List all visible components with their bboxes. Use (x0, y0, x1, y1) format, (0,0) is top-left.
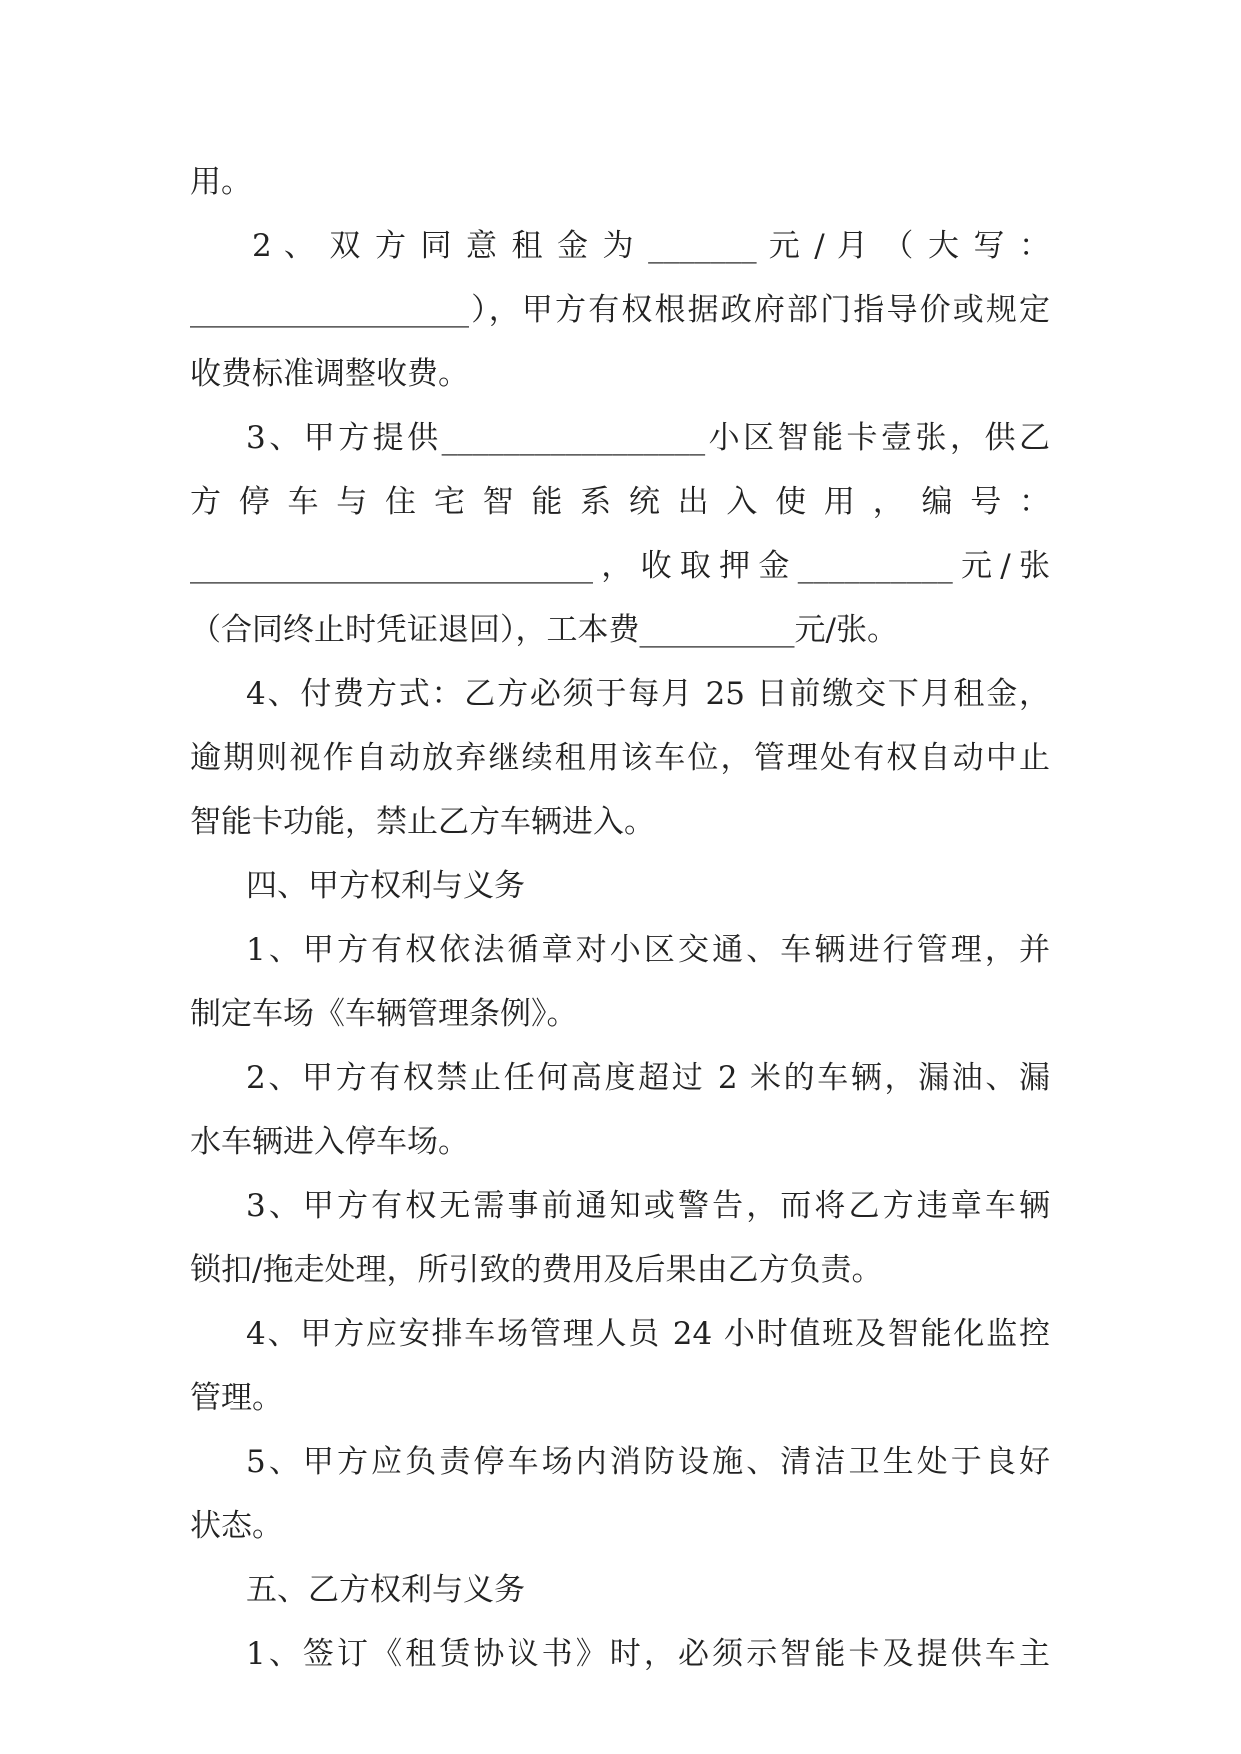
document-body (190, 150, 1050, 1686)
text-line: 状态。 (190, 1508, 283, 1544)
text-line: 方 停 车 与 住 宅 智 能 系 统 出 入 使 用 ， 编 号 ： (190, 484, 1050, 520)
text-line: 制定车场《车辆管理条例》。 (190, 996, 578, 1032)
text-line: 智能卡功能，禁止乙方车辆进入。 (190, 804, 655, 840)
text-line: 锁扣/拖走处理，所引致的费用及后果由乙方负责。 (190, 1252, 883, 1288)
section-heading: 五、乙方权利与义务 (246, 1572, 525, 1608)
text-line: 用。 (190, 164, 252, 200)
text-line: 2 、 双 方 同 意 租 金 为 _______ 元 / 月 （ 大 写 ： (252, 228, 1050, 264)
text-line: __________________________，收取押金__________元/张 (190, 548, 1050, 584)
text-line: 收费标准调整收费。 (190, 356, 469, 392)
text-line: （合同终止时凭证退回），工本费__________元/张。 (190, 612, 898, 648)
text-line: 逾期则视作自动放弃继续租用该车位，管理处有权自动中止 (190, 740, 1050, 776)
text-line: 1、甲方有权依法循章对小区交通、车辆进行管理，并 (246, 932, 1050, 968)
text-line: 3、甲方提供_________________小区智能卡壹张，供乙 (246, 420, 1050, 456)
text-line: 管理。 (190, 1380, 283, 1416)
text-line: 3、甲方有权无需事前通知或警告，而将乙方违章车辆 (246, 1188, 1050, 1224)
text-line: 2、甲方有权禁止任何高度超过 2 米的车辆，漏油、漏 (246, 1060, 1050, 1096)
section-heading: 四、甲方权利与义务 (246, 868, 525, 904)
text-line: __________________），甲方有权根据政府部门指导价或规定 (190, 292, 1050, 328)
text-line: 4、甲方应安排车场管理人员 24 小时值班及智能化监控 (246, 1316, 1050, 1352)
text-line: 1、签订《租赁协议书》时，必须示智能卡及提供车主 (246, 1636, 1050, 1672)
text-line: 水车辆进入停车场。 (190, 1124, 469, 1160)
text-line: 5、甲方应负责停车场内消防设施、清洁卫生处于良好 (246, 1444, 1050, 1480)
text-line: 4、付费方式：乙方必须于每月 25 日前缴交下月租金， (246, 676, 1050, 712)
